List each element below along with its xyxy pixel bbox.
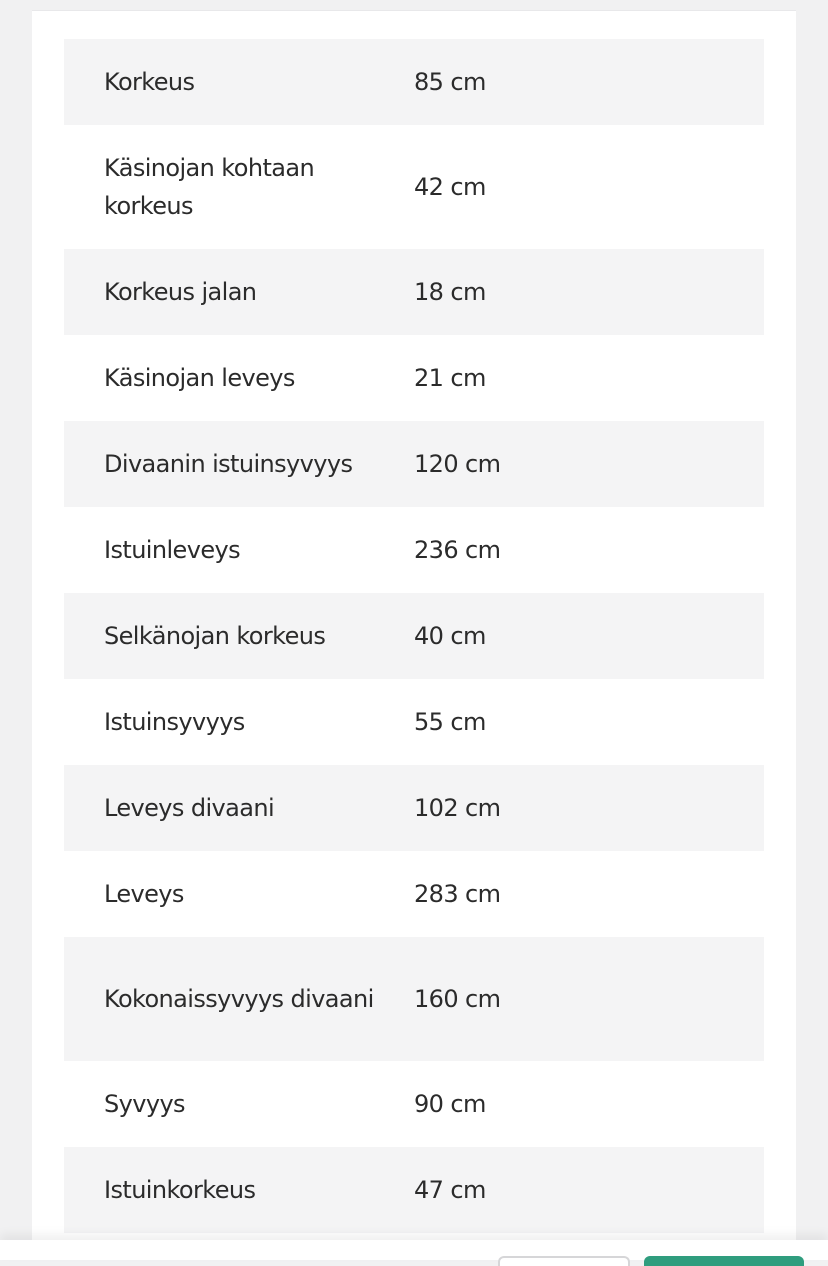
specs-panel [32, 10, 796, 1240]
spec-row-selkanojan-korkeus [64, 593, 764, 679]
spec-row-leveys [64, 851, 764, 937]
spec-row-leveys-divaani [64, 765, 764, 851]
spec-value: 236 cm [414, 536, 501, 564]
spec-label: Leveys [104, 880, 184, 908]
spec-label: Korkeus [104, 68, 195, 96]
spec-value: 160 cm [414, 985, 501, 1013]
spec-value: 40 cm [414, 622, 486, 650]
spec-label: Leveys divaani [104, 794, 275, 822]
spec-row-syvyys [64, 1061, 764, 1147]
spec-label: Syvyys [104, 1090, 185, 1118]
spec-value: 47 cm [414, 1176, 486, 1204]
spec-label: Selkänojan korkeus [104, 622, 326, 650]
spec-value: 120 cm [414, 450, 501, 478]
primary-action-button[interactable] [644, 1256, 804, 1266]
spec-value: 21 cm [414, 364, 486, 392]
spec-value: 85 cm [414, 68, 486, 96]
spec-label: Käsinojan leveys [104, 364, 295, 392]
spec-row-korkeus [64, 39, 764, 125]
spec-value: 42 cm [414, 173, 486, 201]
spec-label: Istuinkorkeus [104, 1176, 256, 1204]
secondary-action-button[interactable] [498, 1256, 630, 1266]
spec-row-istuinsyvyys [64, 679, 764, 765]
spec-label: Divaanin istuinsyvyys [104, 450, 353, 478]
spec-label: Kokonaissyvyys divaani [104, 985, 374, 1013]
spec-value: 102 cm [414, 794, 501, 822]
spec-value: 90 cm [414, 1090, 486, 1118]
spec-label: Istuinleveys [104, 536, 240, 564]
spec-row-korkeus-jalan [64, 249, 764, 335]
spec-value: 283 cm [414, 880, 501, 908]
spec-row-divaanin-istuinsyvyys [64, 421, 764, 507]
spec-label: Käsinojan kohtaan korkeus [104, 154, 315, 220]
spec-value: 55 cm [414, 708, 486, 736]
spec-value: 18 cm [414, 278, 486, 306]
spec-row-istuinkorkeus [64, 1147, 764, 1233]
spec-row-kasinojan-leveys [64, 335, 764, 421]
spec-label: Korkeus jalan [104, 278, 257, 306]
spec-row-kokonaissyvyys-divaani [64, 937, 764, 1061]
specs-table [64, 39, 764, 1233]
spec-row-istuinleveys [64, 507, 764, 593]
spec-label: Istuinsyvyys [104, 708, 245, 736]
spec-row-kasinojan-kohtaan-korkeus [64, 125, 764, 249]
